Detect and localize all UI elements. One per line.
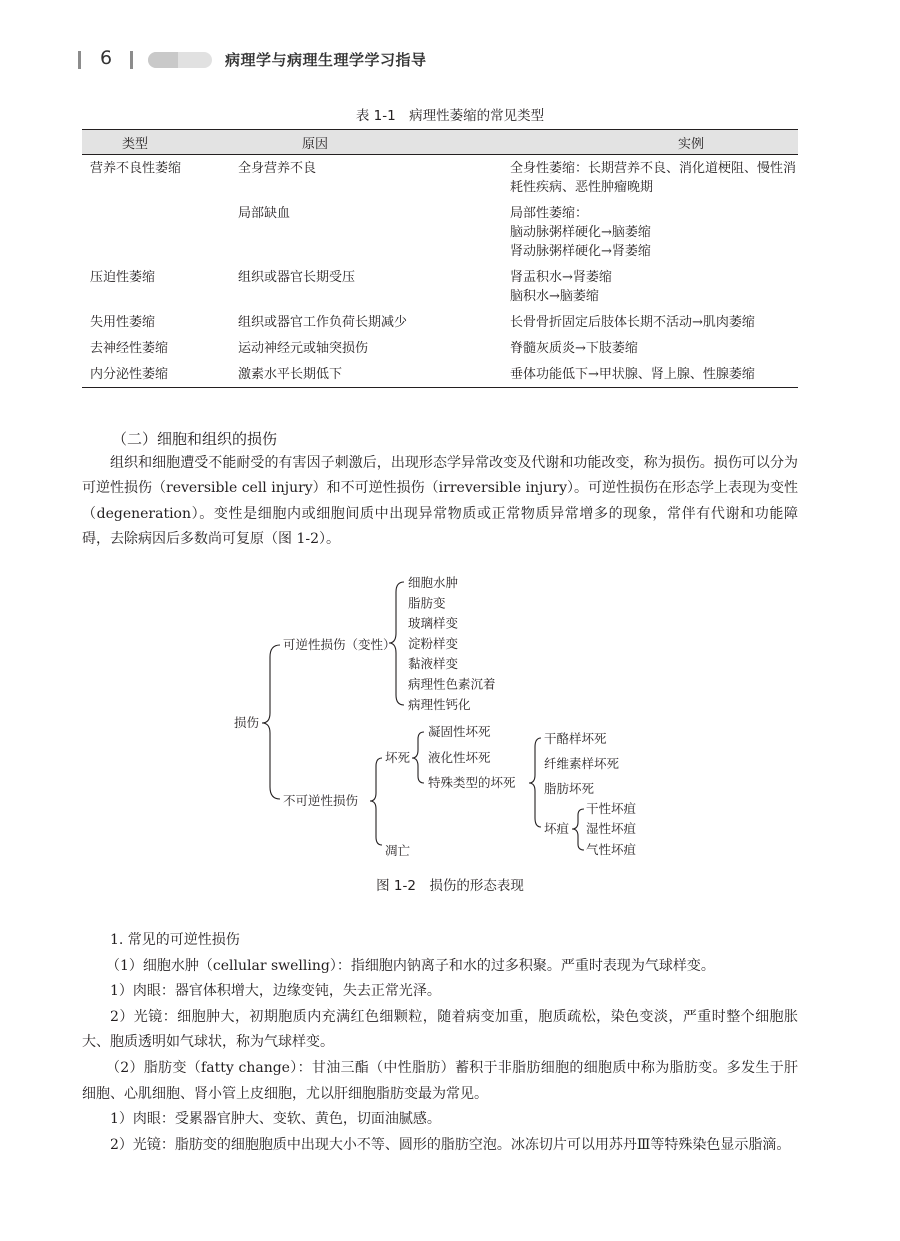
node-necrosis-type: 凝固性坏死 <box>428 724 491 739</box>
example-line: 脊髓灰质炎→下肢萎缩 <box>510 341 638 356</box>
atrophy-table <box>82 129 798 388</box>
table-row <box>82 155 798 201</box>
item-gross: 1）肉眼：器官体积增大，边缘变钝，失去正常光泽。 <box>110 983 441 1000</box>
cell-examples <box>502 361 798 388</box>
example-line: 局部性萎缩： <box>510 206 589 221</box>
cell-cause: 组织或器官工作负荷长期减少 <box>238 315 408 330</box>
cell-examples <box>502 264 798 309</box>
item-microscopy: 2）光镜：脂肪变的细胞胞质中出现大小不等、圆形的脂肪空泡。冰冻切片可以用苏丹Ⅲ等特殊染色显示脂滴。 <box>110 1136 791 1153</box>
section-title: （二）细胞和组织的损伤 <box>112 430 278 448</box>
example-line: 肾盂积水→肾萎缩 <box>510 270 612 285</box>
table-row <box>82 335 798 361</box>
cell-cause: 全身营养不良 <box>238 161 317 176</box>
column-header-examples: 实例 <box>502 130 798 155</box>
node-necrosis: 坏死 <box>385 750 411 765</box>
node-necrosis-type: 液化性坏死 <box>428 750 491 765</box>
table-row <box>82 264 798 309</box>
body-text <box>82 928 798 1158</box>
item-microscopy: 2）光镜：细胞肿大，初期胞质内充满红色细颗粒，随着病变加重，胞质疏松，染色变淡，严重时整个细胞胀大、胞质透明如气球状，称为气球样变。 <box>82 1008 798 1051</box>
node-degeneration: 细胞水肿 <box>408 575 459 590</box>
node-reversible: 可逆性损伤（变性） <box>283 637 396 652</box>
brace-necrosis <box>412 732 424 783</box>
node-gangrene-type: 气性坏疽 <box>586 842 637 857</box>
item-gross: 1）肉眼：受累器官肿大、变软、黄色，切面油腻感。 <box>110 1111 441 1128</box>
header-divider <box>78 51 81 69</box>
cell-cause: 激素水平长期低下 <box>230 361 502 388</box>
node-degeneration: 淀粉样变 <box>408 635 459 651</box>
cell-type <box>82 200 230 264</box>
node-apoptosis: 凋亡 <box>385 843 411 858</box>
cell-type: 营养不良性萎缩 <box>90 161 182 176</box>
paragraph-text: 组织和细胞遭受不能耐受的有害因子刺激后，出现形态学异常改变及代谢和功能改变，称为损伤。损伤可以分为可逆性损伤（reversible cell injury）和不可逆性损伤（irreversible injury）。可逆性损伤在形态学上表现为变性（degeneration）。变性是细胞内或细胞间质中出现异常物质或正常物质异常增多的现象，常伴有代谢和功能障碍，去除病因后多数尚可复原（图 1-2）。 <box>82 455 799 548</box>
table-caption: 表 1-1 病理性萎缩的常见类型 <box>355 108 545 124</box>
heading-reversible: 1. 常见的可逆性损伤 <box>110 932 240 948</box>
column-header-type: 类型 <box>82 130 230 155</box>
example-line: 长骨骨折固定后肢体长期不活动→肌肉萎缩 <box>510 315 755 330</box>
injury-diagram <box>0 565 900 865</box>
cell-examples <box>502 309 798 335</box>
brace-irreversible <box>370 758 382 845</box>
table-row <box>82 309 798 335</box>
example-line: 肾动脉粥样硬化→肾萎缩 <box>510 244 651 259</box>
header-divider <box>130 51 133 69</box>
node-gangrene-type: 湿性坏疽 <box>586 821 637 836</box>
example-line: 全身性萎缩：长期营养不良、消化道梗阻、慢性消耗性疾病、恶性肿瘤晚期 <box>510 161 797 195</box>
column-header-cause: 原因 <box>230 130 502 155</box>
header-decoration <box>148 52 178 68</box>
cell-type: 压迫性萎缩 <box>90 270 156 285</box>
example-line: 脑积水→脑萎缩 <box>510 289 599 304</box>
cell-type: 去神经性萎缩 <box>90 341 169 356</box>
cell-cause: 组织或器官长期受压 <box>238 270 356 285</box>
node-degeneration: 玻璃样变 <box>408 615 459 631</box>
example-line: 脑动脉粥样硬化→脑萎缩 <box>510 225 651 240</box>
item-cellular-swelling: （1）细胞水肿（cellular swelling）：指细胞内钠离子和水的过多积聚。严重时表现为气球样变。 <box>106 957 715 974</box>
page-number: 6 <box>100 47 113 69</box>
node-gangrene: 坏疽 <box>544 821 570 836</box>
item-fatty-change: （2）脂肪变（fatty change）：甘油三酯（中性脂肪）蓄积于非脂肪细胞的细胞质中称为脂肪变。多发生于肝细胞、心肌细胞、肾小管上皮细胞，尤以肝细胞脂肪变最为常见。 <box>82 1059 798 1102</box>
cell-examples <box>502 335 798 361</box>
node-necrosis-type: 特殊类型的坏死 <box>428 775 516 790</box>
table-header-row <box>82 130 798 155</box>
table-row <box>82 361 798 388</box>
node-degeneration: 病理性色素沉着 <box>408 676 496 692</box>
node-special-necrosis: 纤维素样坏死 <box>544 756 620 771</box>
table-row <box>82 200 798 264</box>
injury-tree <box>0 565 900 865</box>
node-degeneration: 黏液样变 <box>408 656 459 672</box>
node-degeneration: 脂肪变 <box>408 595 446 611</box>
figure-caption: 图 1-2 损伤的形态表现 <box>376 878 524 894</box>
node-gangrene-type: 干性坏疽 <box>586 801 637 816</box>
cell-examples <box>502 155 798 201</box>
node-special-necrosis: 干酪样坏死 <box>544 731 607 746</box>
brace-special <box>529 738 541 827</box>
brace-gangrene <box>572 809 584 850</box>
node-special-necrosis: 脂肪坏死 <box>544 781 595 796</box>
injury-paragraph <box>82 451 798 553</box>
cell-examples <box>502 200 798 264</box>
node-injury: 损伤 <box>234 715 260 730</box>
cell-type: 内分泌性萎缩 <box>82 361 230 388</box>
node-degeneration: 病理性钙化 <box>408 696 471 712</box>
cell-cause: 局部缺血 <box>238 206 291 221</box>
cell-type: 失用性萎缩 <box>90 315 156 330</box>
book-title: 病理学与病理生理学学习指导 <box>225 51 427 69</box>
cell-cause: 运动神经元或轴突损伤 <box>238 341 369 356</box>
page-header <box>78 47 838 73</box>
example-line: 垂体功能低下→甲状腺、肾上腺、性腺萎缩 <box>510 367 755 382</box>
node-irreversible: 不可逆性损伤 <box>283 793 359 808</box>
brace-root <box>262 645 280 799</box>
